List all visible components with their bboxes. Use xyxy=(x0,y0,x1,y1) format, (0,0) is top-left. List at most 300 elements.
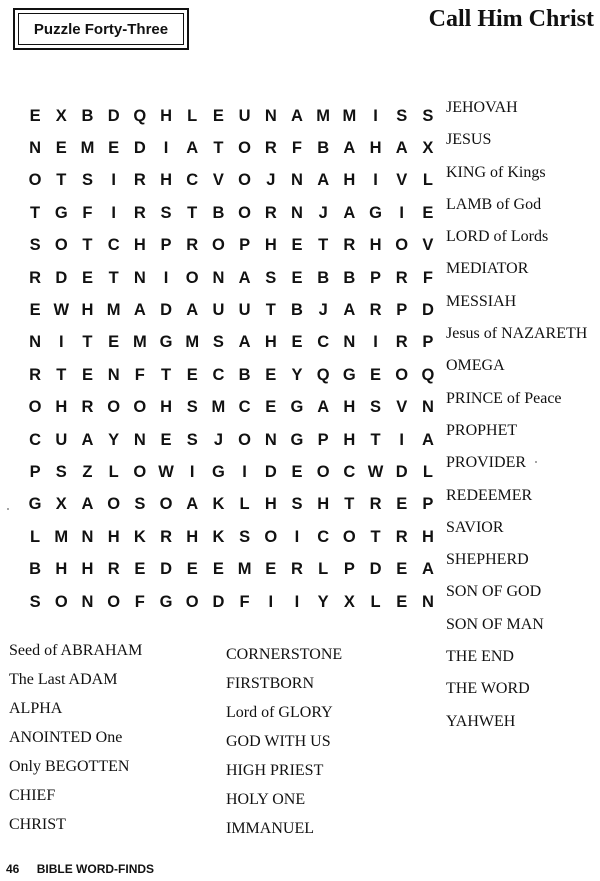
grid-letter: O xyxy=(185,268,199,287)
grid-letter: K xyxy=(212,527,225,546)
word-list-item: THE WORD xyxy=(446,680,530,698)
grid-letter: H xyxy=(55,560,68,579)
grid-letter: I xyxy=(399,430,405,449)
puzzle-label-box xyxy=(13,8,189,50)
grid-letter: N xyxy=(264,430,277,449)
grid-letter: Y xyxy=(317,592,329,611)
grid-letter: P xyxy=(29,462,41,481)
grid-letter: N xyxy=(107,365,120,384)
word-list-item: Seed of ABRAHAM xyxy=(9,642,143,659)
grid-letter: R xyxy=(395,527,408,546)
grid-letter: S xyxy=(265,268,277,287)
word-list-item: JEHOVAH xyxy=(446,99,518,116)
grid-letter: H xyxy=(81,560,94,579)
word-list-item: FIRSTBORN xyxy=(226,675,315,692)
grid-letter: N xyxy=(343,333,356,352)
grid-letter: V xyxy=(212,171,224,190)
word-list-item: HIGH PRIEST xyxy=(226,762,324,779)
grid-letter: O xyxy=(159,495,173,514)
grid-letter: O xyxy=(107,592,121,611)
grid-letter: G xyxy=(369,203,382,222)
grid-letter: N xyxy=(212,268,225,287)
grid-letter: R xyxy=(29,268,42,287)
grid-row xyxy=(22,392,441,424)
grid-letter: E xyxy=(291,268,303,287)
grid-letter: N xyxy=(29,333,42,352)
grid-letter: E xyxy=(108,139,120,158)
grid-letter: O xyxy=(28,171,42,190)
page-number: 46 xyxy=(6,862,20,876)
grid-letter: E xyxy=(134,560,146,579)
grid-letter: O xyxy=(54,592,68,611)
grid-letter: J xyxy=(266,171,276,190)
grid-letter: H xyxy=(107,527,120,546)
grid-letter: S xyxy=(29,592,41,611)
grid-letter: P xyxy=(317,430,329,449)
grid-letter: A xyxy=(81,495,94,514)
grid-letter: E xyxy=(212,560,224,579)
grid-letter: Y xyxy=(291,365,303,384)
grid-letter: R xyxy=(264,139,277,158)
grid-letter: L xyxy=(370,592,381,611)
grid-letter: C xyxy=(212,365,225,384)
grid-letter: T xyxy=(318,236,329,255)
word-list-item: PROVIDER xyxy=(446,454,527,472)
grid-letter: E xyxy=(81,268,93,287)
grid-letter: R xyxy=(291,560,303,579)
word-list-item: Jesus of NAZARETH xyxy=(446,325,588,343)
grid-letter: O xyxy=(316,462,330,481)
word-list-item: ANOINTED One xyxy=(9,729,123,746)
grid-letter: I xyxy=(399,203,405,222)
grid-letter: I xyxy=(189,462,195,481)
book-title: BIBLE WORD-FINDS xyxy=(36,862,155,876)
grid-letter: M xyxy=(106,301,121,320)
grid-letter: W xyxy=(158,462,174,481)
grid-letter: U xyxy=(212,301,225,320)
grid-letter: C xyxy=(238,398,251,417)
grid-letter: L xyxy=(108,462,119,481)
grid-letter: A xyxy=(238,333,251,352)
grid-letter: O xyxy=(133,462,147,481)
grid-letter: V xyxy=(396,171,408,190)
word-list-item: MEDIATOR xyxy=(446,260,529,278)
grid-row xyxy=(22,132,441,164)
grid-row xyxy=(22,294,441,326)
grid-letter: P xyxy=(370,268,382,287)
grid-letter: T xyxy=(56,365,67,384)
grid-letter: G xyxy=(159,592,173,611)
word-list-item: YAHWEH xyxy=(446,712,516,730)
grid-row xyxy=(22,456,441,488)
word-list-item: SAVIOR xyxy=(446,518,504,536)
word-list-right xyxy=(446,92,587,738)
grid-letter: E xyxy=(265,398,277,417)
word-list-item: CHRIST xyxy=(9,816,66,833)
grid-letter: D xyxy=(369,560,382,579)
grid-letter: H xyxy=(81,301,94,320)
word-list-item: IMMANUEL xyxy=(226,820,314,837)
grid-letter: P xyxy=(343,560,355,579)
grid-letter: H xyxy=(55,398,68,417)
grid-letter: A xyxy=(291,106,303,125)
grid-letter: U xyxy=(55,430,68,449)
grid-letter: A xyxy=(186,495,199,514)
grid-letter: T xyxy=(160,365,172,384)
grid-letter: S xyxy=(160,203,172,222)
grid-letter: S xyxy=(55,462,67,481)
grid-letter: D xyxy=(421,301,434,320)
grid-letter: A xyxy=(343,203,356,222)
grid-letter: P xyxy=(160,236,172,255)
grid-letter: E xyxy=(396,560,408,579)
grid-letter: B xyxy=(317,139,330,158)
grid-letter: B xyxy=(212,203,225,222)
grid-letter: M xyxy=(80,139,95,158)
grid-letter: O xyxy=(264,527,278,546)
grid-letter: H xyxy=(160,171,172,190)
grid-letter: L xyxy=(318,560,329,579)
grid-letter: R xyxy=(395,268,408,287)
grid-letter: C xyxy=(343,462,356,481)
grid-letter: X xyxy=(55,495,67,514)
grid-letter: T xyxy=(56,171,67,190)
grid-letter: E xyxy=(29,301,41,320)
grid-letter: I xyxy=(58,333,64,352)
grid-letter: B xyxy=(238,365,251,384)
grid-row xyxy=(22,489,441,521)
grid-letter: O xyxy=(395,236,409,255)
grid-letter: I xyxy=(268,592,274,611)
grid-letter: S xyxy=(186,398,198,417)
grid-letter: F xyxy=(134,365,145,384)
grid-letter: K xyxy=(133,527,146,546)
grid-letter: M xyxy=(237,560,252,579)
grid-letter: S xyxy=(396,106,408,125)
grid-letter: N xyxy=(133,268,146,287)
grid-letter: S xyxy=(186,430,198,449)
grid-letter: O xyxy=(54,236,68,255)
grid-letter: M xyxy=(54,527,69,546)
grid-letter: A xyxy=(186,301,199,320)
grid-letter: A xyxy=(317,398,330,417)
grid-letter: L xyxy=(239,495,250,514)
grid-letter: O xyxy=(238,139,252,158)
word-list-item: PRINCE of Peace xyxy=(446,389,562,407)
grid-letter: N xyxy=(29,139,42,158)
grid-letter: N xyxy=(291,171,303,190)
grid-letter: Y xyxy=(108,430,120,449)
grid-letter: N xyxy=(421,592,434,611)
grid-letter: A xyxy=(133,301,146,320)
grid-row xyxy=(22,553,441,585)
grid-letter: H xyxy=(264,333,277,352)
grid-letter: G xyxy=(211,462,225,481)
grid-letter: T xyxy=(30,203,41,222)
grid-row xyxy=(22,424,441,456)
word-list-item: JESUS xyxy=(446,131,492,149)
grid-letter: V xyxy=(422,236,434,255)
grid-row xyxy=(22,586,441,618)
grid-row xyxy=(22,262,441,294)
grid-letter: O xyxy=(238,430,252,449)
grid-letter: H xyxy=(369,236,382,255)
grid-letter: B xyxy=(81,106,94,125)
grid-letter: E xyxy=(108,333,120,352)
word-list-item: CHIEF xyxy=(9,787,56,804)
paper-speck xyxy=(7,508,9,510)
grid-row xyxy=(22,100,441,132)
grid-letter: L xyxy=(422,171,433,190)
grid-letter: I xyxy=(111,171,116,190)
grid-letter: S xyxy=(239,527,251,546)
grid-letter: J xyxy=(318,203,328,222)
grid-letter: H xyxy=(343,171,356,190)
grid-letter: E xyxy=(81,365,93,384)
grid-letter: D xyxy=(264,462,277,481)
grid-letter: H xyxy=(369,139,382,158)
grid-letter: E xyxy=(291,333,303,352)
grid-letter: E xyxy=(55,139,67,158)
grid-letter: R xyxy=(186,236,199,255)
grid-letter: F xyxy=(239,592,250,611)
grid-letter: H xyxy=(317,495,330,514)
grid-letter: F xyxy=(422,268,433,287)
word-list-item: SHEPHERD xyxy=(446,551,529,569)
word-list-item: Only BEGOTTEN xyxy=(9,758,130,775)
grid-letter: T xyxy=(265,301,276,320)
grid-row xyxy=(22,230,441,262)
grid-letter: H xyxy=(186,527,199,546)
grid-letter: A xyxy=(186,139,199,158)
grid-letter: S xyxy=(291,495,303,514)
word-list-item: OMEGA xyxy=(446,357,505,375)
grid-letter: F xyxy=(291,139,303,158)
grid-letter: I xyxy=(294,592,300,611)
grid-letter: W xyxy=(53,301,70,320)
grid-letter: N xyxy=(264,106,277,125)
word-list-item: LORD of Lords xyxy=(446,228,549,246)
grid-letter: A xyxy=(343,139,356,158)
grid-letter: G xyxy=(54,203,68,222)
grid-letter: T xyxy=(370,527,381,546)
grid-letter: A xyxy=(421,560,434,579)
grid-letter: Q xyxy=(316,365,330,384)
grid-letter: G xyxy=(342,365,356,384)
word-list-left xyxy=(9,636,142,839)
grid-letter: I xyxy=(373,106,378,125)
grid-letter: B xyxy=(29,560,42,579)
grid-letter: T xyxy=(82,236,93,255)
paper-speck xyxy=(535,461,537,463)
grid-letter: P xyxy=(396,301,408,320)
word-list-item: CORNERSTONE xyxy=(226,646,343,663)
grid-letter: S xyxy=(134,495,146,514)
grid-letter: L xyxy=(422,462,433,481)
grid-letter: H xyxy=(160,398,172,417)
grid-letter: C xyxy=(186,171,199,190)
grid-letter: N xyxy=(421,398,434,417)
grid-letter: M xyxy=(342,106,357,125)
grid-letter: S xyxy=(29,236,41,255)
grid-letter: H xyxy=(133,236,146,255)
puzzle-title: Call Him Christ xyxy=(428,6,594,32)
word-list-item: Lord of GLORY xyxy=(226,704,333,721)
word-list-item: KING of Kings xyxy=(446,163,546,181)
word-list-item: SON OF MAN xyxy=(446,615,544,633)
grid-letter: R xyxy=(133,171,146,190)
grid-letter: D xyxy=(107,106,120,125)
grid-letter: E xyxy=(396,592,408,611)
grid-letter: A xyxy=(395,139,408,158)
grid-row xyxy=(22,521,441,553)
grid-letter: V xyxy=(396,398,408,417)
grid-letter: R xyxy=(395,333,408,352)
grid-letter: O xyxy=(238,171,252,190)
grid-letter: O xyxy=(395,365,409,384)
grid-letter: J xyxy=(213,430,223,449)
word-list-item: REDEEMER xyxy=(446,486,533,504)
grid-letter: R xyxy=(160,527,172,546)
grid-letter: C xyxy=(29,430,42,449)
grid-letter: X xyxy=(343,592,355,611)
grid-letter: A xyxy=(238,268,251,287)
grid-letter: I xyxy=(111,203,116,222)
grid-letter: M xyxy=(185,333,200,352)
page-footer xyxy=(6,862,154,876)
grid-letter: E xyxy=(265,560,277,579)
grid-letter: U xyxy=(238,106,251,125)
grid-letter: O xyxy=(133,398,147,417)
grid-letter: H xyxy=(264,236,277,255)
grid-letter: X xyxy=(422,139,434,158)
grid-letter: O xyxy=(238,203,252,222)
grid-letter: F xyxy=(134,592,145,611)
word-list-item: SON OF GOD xyxy=(446,583,542,601)
grid-letter: R xyxy=(264,203,277,222)
grid-letter: I xyxy=(294,527,300,546)
grid-letter: R xyxy=(81,398,94,417)
grid-row xyxy=(22,327,441,359)
grid-letter: R xyxy=(369,495,382,514)
grid-letter: O xyxy=(107,495,121,514)
grid-letter: P xyxy=(422,333,434,352)
grid-letter: O xyxy=(342,527,356,546)
grid-letter: C xyxy=(107,236,120,255)
grid-row xyxy=(22,359,441,391)
grid-letter: R xyxy=(369,301,382,320)
grid-letter: B xyxy=(317,268,330,287)
grid-letter: D xyxy=(133,139,146,158)
grid-letter: A xyxy=(317,171,330,190)
grid-letter: C xyxy=(317,527,330,546)
grid-row xyxy=(22,197,441,229)
grid-letter: T xyxy=(344,495,355,514)
grid-letter: E xyxy=(422,203,434,222)
grid-letter: H xyxy=(343,430,356,449)
grid-letter: D xyxy=(160,560,172,579)
grid-letter: M xyxy=(132,333,147,352)
grid-letter: D xyxy=(212,592,225,611)
grid-letter: L xyxy=(187,106,198,125)
grid-letter: S xyxy=(81,171,93,190)
grid-letter: N xyxy=(81,592,94,611)
grid-letter: P xyxy=(422,495,434,514)
grid-letter: H xyxy=(343,398,356,417)
word-list-item: THE END xyxy=(446,648,514,666)
grid-letter: L xyxy=(30,527,41,546)
grid-letter: U xyxy=(238,301,251,320)
grid-row xyxy=(22,165,441,197)
grid-letter: E xyxy=(160,430,172,449)
grid-letter: P xyxy=(239,236,251,255)
grid-letter: O xyxy=(28,398,42,417)
grid-letter: C xyxy=(317,333,330,352)
word-list-item: The Last ADAM xyxy=(9,671,118,688)
grid-letter: M xyxy=(211,398,226,417)
grid-letter: E xyxy=(291,462,303,481)
grid-letter: D xyxy=(55,268,68,287)
grid-letter: S xyxy=(212,333,224,352)
grid-letter: E xyxy=(291,236,303,255)
grid-letter: I xyxy=(373,333,378,352)
grid-letter: I xyxy=(163,139,169,158)
letter-grid xyxy=(22,100,441,618)
grid-letter: G xyxy=(290,398,304,417)
word-list-item: HOLY ONE xyxy=(226,791,306,808)
grid-letter: N xyxy=(133,430,146,449)
grid-letter: G xyxy=(290,430,304,449)
grid-letter: Z xyxy=(82,462,93,481)
grid-letter: T xyxy=(108,268,119,287)
grid-letter: B xyxy=(343,268,356,287)
grid-letter: A xyxy=(343,301,356,320)
grid-letter: G xyxy=(28,495,42,514)
grid-letter: B xyxy=(291,301,303,320)
grid-letter: I xyxy=(163,268,169,287)
word-list-item: GOD WITH US xyxy=(226,733,331,750)
grid-letter: H xyxy=(421,527,434,546)
grid-letter: O xyxy=(107,398,121,417)
grid-letter: K xyxy=(212,495,225,514)
grid-letter: W xyxy=(367,462,384,481)
puzzle-label: Puzzle Forty-Three xyxy=(18,13,184,45)
grid-letter: G xyxy=(159,333,173,352)
grid-letter: I xyxy=(373,171,378,190)
grid-letter: E xyxy=(186,560,198,579)
grid-letter: R xyxy=(343,236,356,255)
grid-letter: D xyxy=(160,301,172,320)
grid-letter: T xyxy=(82,333,93,352)
grid-letter: R xyxy=(29,365,42,384)
grid-letter: E xyxy=(396,495,408,514)
grid-letter: R xyxy=(107,560,120,579)
grid-letter: X xyxy=(55,106,67,125)
word-list-middle xyxy=(226,640,342,843)
grid-letter: T xyxy=(370,430,381,449)
grid-letter: O xyxy=(211,236,225,255)
grid-letter: M xyxy=(316,106,331,125)
grid-letter: N xyxy=(291,203,303,222)
word-list-item: LAMB of God xyxy=(446,195,542,213)
grid-letter: H xyxy=(160,106,172,125)
grid-letter: N xyxy=(81,527,94,546)
grid-letter: A xyxy=(421,430,434,449)
grid-letter: Q xyxy=(421,365,435,384)
grid-letter: E xyxy=(29,106,41,125)
grid-letter: A xyxy=(81,430,94,449)
grid-letter: E xyxy=(186,365,198,384)
